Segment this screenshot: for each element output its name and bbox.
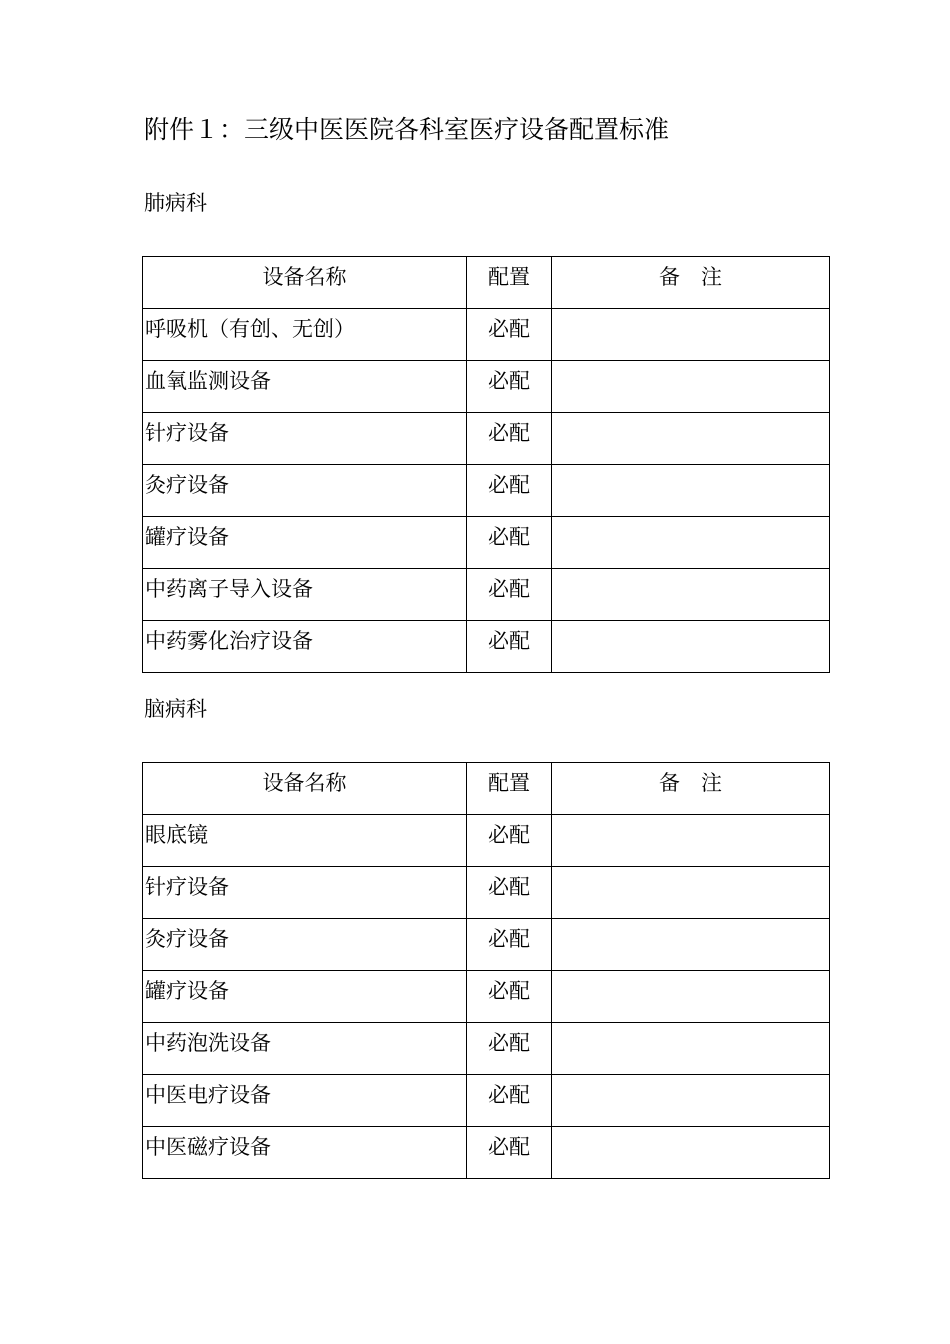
- note-cell: [552, 1127, 830, 1179]
- equipment-name-cell: 中医电疗设备: [143, 1075, 467, 1127]
- column-header-note: 备 注: [552, 763, 830, 815]
- table-header-row: [143, 257, 830, 309]
- table-row: [143, 919, 830, 971]
- table-row: [143, 867, 830, 919]
- page-title: 附件１：三级中医医院各科室医疗设备配置标准: [144, 115, 670, 144]
- equipment-name-cell: 罐疗设备: [143, 971, 467, 1023]
- section-title-brain: 脑病科: [144, 697, 207, 721]
- equipment-name-cell: 中药离子导入设备: [143, 569, 467, 621]
- config-cell: 必配: [467, 569, 552, 621]
- note-cell: [552, 867, 830, 919]
- column-header-name: 设备名称: [143, 763, 467, 815]
- note-cell: [552, 919, 830, 971]
- config-cell: 必配: [467, 517, 552, 569]
- column-header-name: 设备名称: [143, 257, 467, 309]
- table-row: [143, 465, 830, 517]
- section-title-lung: 肺病科: [144, 191, 207, 215]
- equipment-name-cell: 血氧监测设备: [143, 361, 467, 413]
- config-cell: 必配: [467, 919, 552, 971]
- table-row: [143, 569, 830, 621]
- note-cell: [552, 517, 830, 569]
- equipment-name-cell: 中医磁疗设备: [143, 1127, 467, 1179]
- config-cell: 必配: [467, 413, 552, 465]
- equipment-name-cell: 呼吸机（有创、无创）: [143, 309, 467, 361]
- config-cell: 必配: [467, 361, 552, 413]
- table-row: [143, 309, 830, 361]
- note-cell: [552, 971, 830, 1023]
- note-cell: [552, 361, 830, 413]
- note-cell: [552, 413, 830, 465]
- note-cell: [552, 621, 830, 673]
- table-row: [143, 517, 830, 569]
- note-cell: [552, 465, 830, 517]
- config-cell: 必配: [467, 971, 552, 1023]
- table-row: [143, 815, 830, 867]
- equipment-name-cell: 中药泡洗设备: [143, 1023, 467, 1075]
- config-cell: 必配: [467, 867, 552, 919]
- column-header-config: 配置: [467, 763, 552, 815]
- config-cell: 必配: [467, 815, 552, 867]
- equipment-name-cell: 灸疗设备: [143, 919, 467, 971]
- config-cell: 必配: [467, 465, 552, 517]
- note-cell: [552, 1075, 830, 1127]
- table-header-row: [143, 763, 830, 815]
- equipment-name-cell: 罐疗设备: [143, 517, 467, 569]
- table-row: [143, 361, 830, 413]
- table-row: [143, 1127, 830, 1179]
- table-row: [143, 621, 830, 673]
- config-cell: 必配: [467, 309, 552, 361]
- equipment-name-cell: 眼底镜: [143, 815, 467, 867]
- equipment-table-lung: [142, 256, 830, 673]
- table-row: [143, 1075, 830, 1127]
- note-cell: [552, 569, 830, 621]
- note-cell: [552, 815, 830, 867]
- note-cell: [552, 309, 830, 361]
- note-cell: [552, 1023, 830, 1075]
- config-cell: 必配: [467, 1127, 552, 1179]
- column-header-note: 备 注: [552, 257, 830, 309]
- equipment-name-cell: 针疗设备: [143, 413, 467, 465]
- equipment-name-cell: 针疗设备: [143, 867, 467, 919]
- config-cell: 必配: [467, 1023, 552, 1075]
- table-row: [143, 1023, 830, 1075]
- config-cell: 必配: [467, 621, 552, 673]
- column-header-config: 配置: [467, 257, 552, 309]
- config-cell: 必配: [467, 1075, 552, 1127]
- equipment-name-cell: 中药雾化治疗设备: [143, 621, 467, 673]
- table-row: [143, 413, 830, 465]
- equipment-name-cell: 灸疗设备: [143, 465, 467, 517]
- equipment-table-brain: [142, 762, 830, 1179]
- table-row: [143, 971, 830, 1023]
